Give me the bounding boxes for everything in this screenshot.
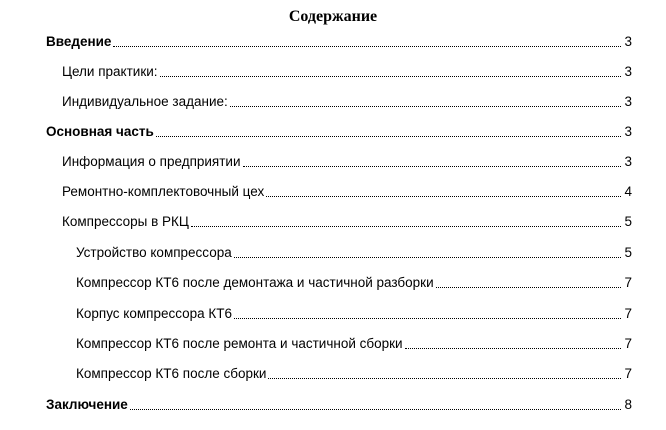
toc-entry-kt6-housing[interactable] — [76, 304, 632, 324]
toc-page-number: 8 — [624, 397, 632, 412]
dot-leader — [156, 122, 622, 142]
toc-entry-conclusion[interactable] — [46, 395, 632, 415]
dot-leader — [113, 32, 621, 52]
toc-entry-introduction[interactable] — [46, 32, 632, 52]
dot-leader — [234, 304, 621, 324]
toc-entry-kt6-repaired[interactable] — [76, 334, 632, 354]
toc-page-number: 3 — [624, 34, 632, 49]
toc-entry-kt6-assembled[interactable] — [76, 364, 632, 384]
toc-page-number: 3 — [624, 64, 632, 79]
toc-entry-individual-task[interactable] — [62, 92, 632, 112]
dot-leader — [191, 212, 622, 232]
toc-entry-text: Устройство компрессора — [76, 245, 232, 260]
toc-entry-repair-workshop[interactable] — [62, 182, 632, 202]
toc-entry-company-info[interactable] — [62, 152, 632, 172]
toc-entry-compressors[interactable] — [62, 212, 632, 232]
toc-entry-text: Компрессор КТ6 после сборки — [76, 366, 267, 381]
toc-entry-practice-goals[interactable] — [62, 62, 632, 82]
toc-page-number: 7 — [624, 275, 632, 290]
toc-page-number: 3 — [624, 124, 632, 139]
toc-entry-text: Заключение — [46, 397, 128, 412]
dot-leader — [234, 243, 622, 263]
toc-page-number: 3 — [624, 94, 632, 109]
toc-entry-main-part[interactable] — [46, 122, 632, 142]
dot-leader — [266, 182, 621, 202]
dot-leader — [268, 364, 621, 384]
toc-page-number: 7 — [624, 336, 632, 351]
dot-leader — [243, 152, 622, 172]
toc-entry-text: Введение — [46, 34, 112, 49]
toc-entry-compressor-design[interactable] — [76, 243, 632, 263]
toc-entry-text: Индивидуальное задание: — [62, 94, 228, 109]
toc-entry-text: Основная часть — [46, 124, 154, 139]
toc-page-number: 7 — [624, 306, 632, 321]
toc-page-number: 4 — [624, 184, 632, 199]
toc-title: Содержание — [288, 8, 378, 25]
toc-entry-text: Корпус компрессора КТ6 — [76, 306, 233, 321]
dot-leader — [230, 92, 622, 112]
toc-entry-text: Информация о предприятии — [62, 154, 241, 169]
dot-leader — [160, 62, 622, 82]
toc-entry-kt6-dismantled[interactable] — [76, 273, 632, 293]
toc-page-number: 3 — [624, 154, 632, 169]
toc-entry-text: Цели практики: — [62, 64, 158, 79]
dot-leader — [130, 395, 622, 415]
toc-page-number: 5 — [624, 214, 632, 229]
toc-entry-text: Ремонтно-комплектовочный цех — [62, 184, 265, 199]
toc-entry-text: Компрессор КТ6 после демонтажа и частичной разборки — [76, 275, 434, 290]
toc-entry-text: Компрессоры в РКЦ — [62, 214, 189, 229]
toc-entry-text: Компрессор КТ6 после ремонта и частичной сборки — [76, 336, 403, 351]
dot-leader — [405, 334, 622, 354]
toc-page-number: 7 — [624, 366, 632, 381]
dot-leader — [436, 273, 622, 293]
toc-page-number: 5 — [624, 245, 632, 260]
